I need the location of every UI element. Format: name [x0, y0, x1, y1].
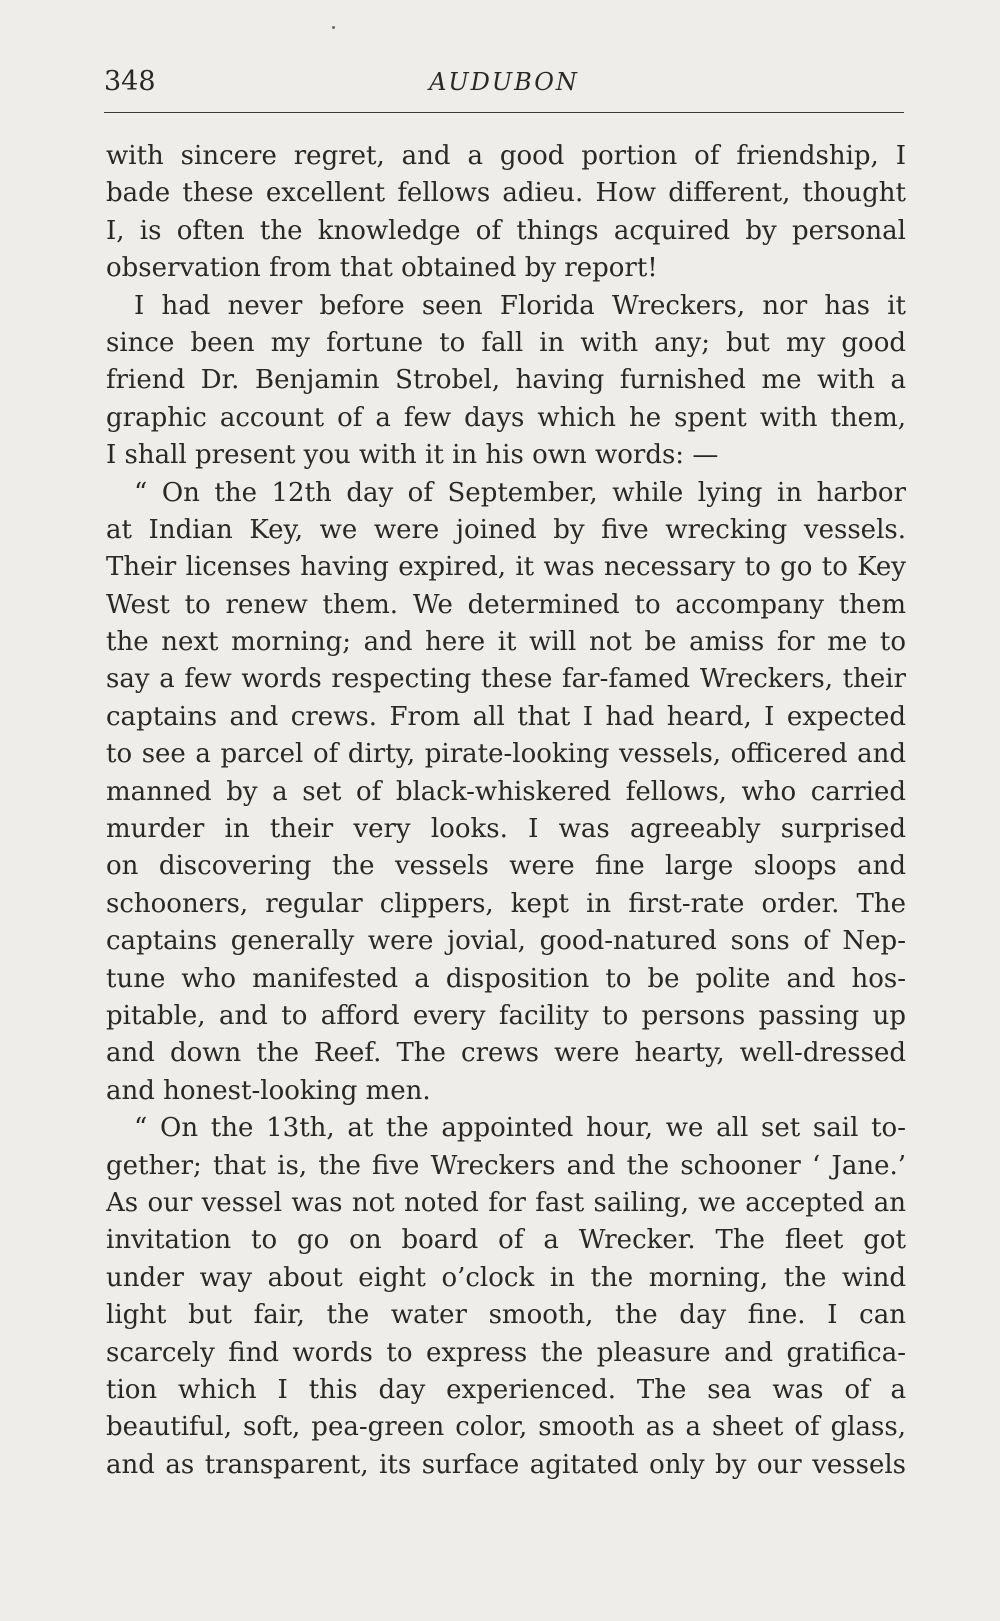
text-line: under way about eight o’clock in the morning, the wind	[106, 1262, 906, 1293]
text-line: to see a parcel of dirty, pirate-looking vessels, officered and	[106, 739, 906, 770]
text-line: and down the Reef. The crews were hearty, well-dressed	[106, 1038, 906, 1069]
text-line: light but fair, the water smooth, the day fine. I can	[106, 1300, 906, 1331]
text-line: observation from that obtained by report!	[106, 253, 658, 284]
text-line: tion which I this day experienced. The sea was of a	[106, 1374, 906, 1405]
text-line: since been my fortune to fall in with any; but my good	[106, 327, 906, 358]
text-line: “ On the 12th day of September, while lying in harbor	[134, 477, 906, 508]
body-text	[106, 138, 906, 1484]
text-line: murder in their very looks. I was agreeably surprised	[106, 814, 906, 845]
text-line: and as transparent, its surface agitated only by our vessels	[106, 1449, 906, 1480]
text-line: captains and crews. From all that I had heard, I expected	[106, 701, 906, 732]
text-line: pitable, and to afford every facility to persons passing up	[106, 1000, 906, 1031]
text-line: Their licenses having expired, it was necessary to go to Key	[106, 552, 906, 583]
text-line: I had never before seen Florida Wreckers, nor has it	[134, 290, 906, 321]
header-rule	[104, 112, 904, 113]
text-line: I, is often the knowledge of things acquired by personal	[106, 215, 906, 246]
text-line: West to renew them. We determined to accompany them	[106, 589, 906, 620]
running-head	[104, 60, 904, 104]
text-line: manned by a set of black-whiskered fellows, who carried	[106, 776, 906, 807]
text-line: on discovering the vessels were fine large sloops and	[106, 851, 906, 882]
text-line: say a few words respecting these far-famed Wreckers, their	[106, 664, 906, 695]
text-line: “ On the 13th, at the appointed hour, we all set sail to-	[134, 1113, 906, 1144]
text-line: and honest-looking men.	[106, 1075, 431, 1106]
text-line: As our vessel was not noted for fast sailing, we accepted an	[106, 1187, 906, 1218]
text-line: captains generally were jovial, good-natured sons of Nep-	[106, 926, 906, 957]
text-line: graphic account of a few days which he spent with them,	[106, 402, 906, 433]
running-title: AUDUBON	[429, 68, 579, 96]
text-line: scarcely find words to express the pleasure and gratifica-	[106, 1337, 906, 1368]
text-line: the next morning; and here it will not be amiss for me to	[106, 627, 906, 658]
text-line: I shall present you with it in his own words: —	[106, 440, 719, 471]
paper-speck	[332, 26, 335, 29]
text-line: beautiful, soft, pea-green color, smooth as a sheet of glass,	[106, 1412, 906, 1443]
text-line: with sincere regret, and a good portion of friendship, I	[106, 141, 906, 171]
text-line: bade these excellent fellows adieu. How different, thought	[106, 178, 906, 209]
text-line: at Indian Key, we were joined by five wrecking vessels.	[106, 514, 906, 545]
page-number: 348	[104, 66, 156, 97]
text-line: gether; that is, the five Wreckers and the schooner ‘ Jane.’	[106, 1150, 906, 1181]
text-line: tune who manifested a disposition to be polite and hos-	[106, 963, 906, 994]
text-line: schooners, regular clippers, kept in first-rate order. The	[106, 888, 906, 919]
text-line: invitation to go on board of a Wrecker. The fleet got	[106, 1225, 906, 1256]
text-line: friend Dr. Benjamin Strobel, having furnished me with a	[106, 365, 906, 396]
